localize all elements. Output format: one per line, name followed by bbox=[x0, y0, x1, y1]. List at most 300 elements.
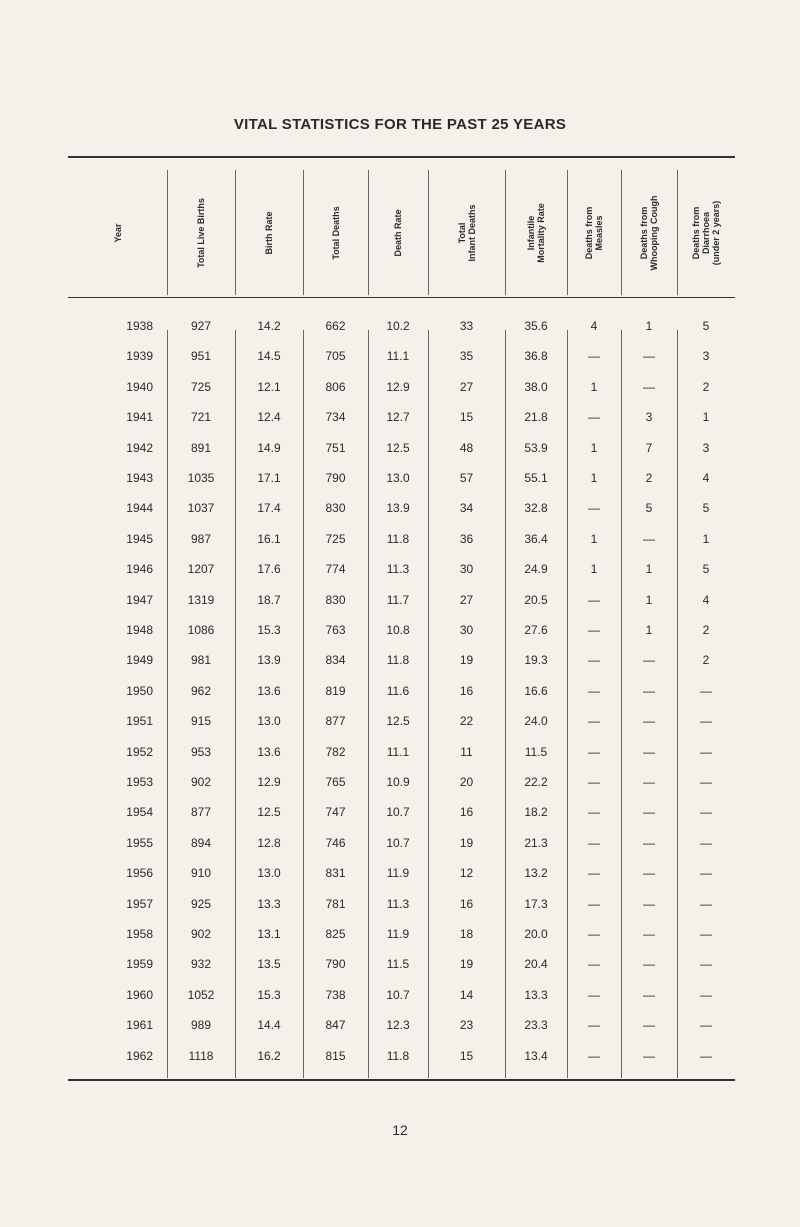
header-death-rate bbox=[368, 170, 428, 295]
cell-birth-rate: 13.5 bbox=[257, 957, 281, 972]
cell-deaths-diarrhoea: — bbox=[700, 775, 712, 789]
cell-deaths-whooping-cough: — bbox=[643, 1018, 655, 1033]
cell-year: 1943 bbox=[126, 471, 153, 485]
cell-infantile-mortality-rate: 24.9 bbox=[524, 562, 548, 577]
cell-deaths-measles: — bbox=[588, 835, 600, 850]
cell-total-deaths: 705 bbox=[325, 349, 346, 364]
table-row bbox=[0, 797, 800, 827]
cell-total-infant-deaths: 36 bbox=[459, 531, 474, 546]
cell-birth-rate: 13.1 bbox=[257, 927, 281, 941]
cell-deaths-diarrhoea: 2 bbox=[702, 379, 710, 394]
cell-total-live-births: 981 bbox=[190, 653, 212, 668]
cell-birth-rate: 12.8 bbox=[257, 835, 281, 850]
cell-year: 1938 bbox=[126, 319, 153, 333]
cell-deaths-whooping-cough: 1 bbox=[645, 319, 653, 333]
cell-deaths-diarrhoea: 5 bbox=[702, 319, 710, 333]
cell-deaths-diarrhoea: 1 bbox=[702, 410, 710, 425]
table-row bbox=[0, 493, 800, 523]
table-row bbox=[0, 645, 800, 675]
cell-death-rate: 10.7 bbox=[386, 805, 410, 820]
cell-birth-rate: 14.9 bbox=[257, 440, 281, 455]
table-row bbox=[0, 372, 800, 402]
cell-deaths-measles: — bbox=[588, 866, 600, 881]
cell-deaths-measles: — bbox=[588, 805, 600, 820]
table-row bbox=[0, 828, 800, 858]
cell-death-rate: 11.8 bbox=[386, 1048, 410, 1063]
cell-deaths-whooping-cough: 1 bbox=[645, 562, 653, 577]
cell-infantile-mortality-rate: 20.0 bbox=[524, 927, 548, 941]
cell-death-rate: 11.8 bbox=[386, 653, 410, 668]
cell-total-deaths: 806 bbox=[325, 379, 346, 394]
cell-deaths-whooping-cough: — bbox=[643, 957, 655, 972]
header-birth-rate bbox=[235, 170, 303, 295]
cell-deaths-measles: — bbox=[588, 744, 600, 759]
cell-total-live-births: 1207 bbox=[187, 562, 215, 577]
cell-infantile-mortality-rate: 35.6 bbox=[524, 319, 548, 333]
cell-death-rate: 11.9 bbox=[386, 866, 410, 881]
cell-total-deaths: 662 bbox=[325, 319, 346, 333]
table-row bbox=[0, 615, 800, 645]
table-top-rule bbox=[68, 156, 735, 158]
table-row bbox=[0, 524, 800, 554]
cell-birth-rate: 12.9 bbox=[257, 775, 281, 789]
cell-deaths-diarrhoea: 3 bbox=[702, 440, 710, 455]
cell-total-live-births: 932 bbox=[190, 957, 212, 972]
cell-total-live-births: 962 bbox=[190, 683, 212, 698]
cell-deaths-whooping-cough: — bbox=[643, 379, 655, 394]
cell-total-infant-deaths: 27 bbox=[459, 379, 474, 394]
cell-year: 1953 bbox=[126, 775, 153, 789]
table-row bbox=[0, 889, 800, 919]
cell-death-rate: 12.7 bbox=[386, 410, 410, 425]
cell-year: 1939 bbox=[126, 349, 153, 364]
header-label: Death Rate bbox=[393, 208, 403, 257]
cell-year: 1944 bbox=[126, 501, 153, 516]
header-divider bbox=[167, 170, 168, 295]
cell-total-deaths: 834 bbox=[325, 653, 346, 668]
header-divider bbox=[677, 170, 678, 295]
cell-deaths-diarrhoea: 5 bbox=[702, 501, 710, 516]
cell-deaths-measles: 1 bbox=[590, 379, 598, 394]
table-row bbox=[0, 463, 800, 493]
cell-deaths-measles: — bbox=[588, 653, 600, 668]
cell-total-live-births: 987 bbox=[190, 531, 212, 546]
cell-birth-rate: 16.2 bbox=[257, 1048, 281, 1063]
cell-total-infant-deaths: 12 bbox=[459, 866, 474, 881]
cell-total-live-births: 891 bbox=[190, 440, 212, 455]
cell-deaths-measles: — bbox=[588, 1018, 600, 1033]
cell-deaths-diarrhoea: — bbox=[700, 1018, 712, 1033]
cell-deaths-diarrhoea: — bbox=[700, 744, 712, 759]
cell-total-infant-deaths: 33 bbox=[459, 319, 474, 333]
cell-birth-rate: 13.3 bbox=[257, 896, 281, 911]
header-total-infant-deaths bbox=[428, 170, 505, 295]
cell-deaths-whooping-cough: — bbox=[643, 744, 655, 759]
cell-total-deaths: 746 bbox=[325, 835, 346, 850]
cell-total-deaths: 830 bbox=[325, 592, 346, 607]
cell-total-infant-deaths: 20 bbox=[459, 775, 474, 789]
cell-total-live-births: 1118 bbox=[188, 1048, 214, 1063]
cell-deaths-whooping-cough: — bbox=[643, 714, 655, 729]
cell-total-deaths: 734 bbox=[325, 410, 346, 425]
cell-year: 1949 bbox=[126, 653, 153, 668]
header-divider bbox=[621, 170, 622, 295]
cell-year: 1962 bbox=[126, 1048, 153, 1063]
cell-deaths-whooping-cough: — bbox=[643, 896, 655, 911]
cell-total-live-births: 953 bbox=[190, 744, 212, 759]
header-label: Infantile Mortality Rate bbox=[526, 202, 546, 263]
cell-deaths-measles: — bbox=[588, 714, 600, 729]
cell-infantile-mortality-rate: 17.3 bbox=[524, 896, 548, 911]
cell-total-deaths: 781 bbox=[325, 896, 346, 911]
cell-year: 1948 bbox=[126, 623, 153, 637]
cell-deaths-diarrhoea: 2 bbox=[702, 623, 710, 637]
cell-total-live-births: 721 bbox=[190, 410, 212, 425]
header-label: Deaths from Diarrhoea (under 2 years) bbox=[691, 200, 721, 265]
cell-deaths-whooping-cough: 1 bbox=[645, 592, 653, 607]
cell-total-deaths: 747 bbox=[325, 805, 346, 820]
cell-total-infant-deaths: 30 bbox=[459, 562, 474, 577]
cell-deaths-measles: — bbox=[588, 623, 600, 637]
cell-total-live-births: 877 bbox=[190, 805, 212, 820]
cell-deaths-whooping-cough: 2 bbox=[645, 471, 653, 485]
table-row bbox=[0, 554, 800, 584]
cell-infantile-mortality-rate: 13.2 bbox=[524, 866, 548, 881]
cell-year: 1954 bbox=[126, 805, 153, 820]
cell-infantile-mortality-rate: 20.4 bbox=[524, 957, 548, 972]
header-total-live-births bbox=[167, 170, 235, 295]
table-bottom-rule bbox=[68, 1079, 735, 1081]
cell-infantile-mortality-rate: 36.8 bbox=[524, 349, 548, 364]
table-row bbox=[0, 767, 800, 797]
cell-total-infant-deaths: 14 bbox=[459, 987, 474, 1002]
cell-infantile-mortality-rate: 13.4 bbox=[524, 1048, 548, 1063]
cell-birth-rate: 13.0 bbox=[257, 714, 281, 729]
header-label: Deaths from Whooping Cough bbox=[639, 195, 659, 270]
cell-total-infant-deaths: 16 bbox=[459, 896, 474, 911]
table-header-row bbox=[0, 170, 800, 295]
cell-deaths-measles: — bbox=[588, 896, 600, 911]
cell-death-rate: 12.5 bbox=[386, 714, 410, 729]
cell-deaths-diarrhoea: — bbox=[700, 714, 712, 729]
cell-deaths-measles: 1 bbox=[590, 562, 598, 577]
cell-death-rate: 11.3 bbox=[386, 896, 410, 911]
cell-death-rate: 10.7 bbox=[386, 987, 410, 1002]
cell-birth-rate: 16.1 bbox=[257, 531, 281, 546]
cell-death-rate: 11.9 bbox=[386, 927, 410, 941]
cell-infantile-mortality-rate: 55.1 bbox=[524, 471, 548, 485]
cell-infantile-mortality-rate: 19.3 bbox=[524, 653, 548, 668]
cell-birth-rate: 14.4 bbox=[257, 1018, 281, 1033]
cell-total-infant-deaths: 34 bbox=[459, 501, 474, 516]
cell-birth-rate: 17.4 bbox=[257, 501, 281, 516]
cell-total-live-births: 951 bbox=[190, 349, 212, 364]
cell-deaths-whooping-cough: 1 bbox=[645, 623, 653, 637]
table-row bbox=[0, 919, 800, 949]
cell-deaths-whooping-cough: 5 bbox=[645, 501, 653, 516]
cell-year: 1955 bbox=[126, 835, 153, 850]
cell-deaths-diarrhoea: 4 bbox=[702, 471, 710, 485]
cell-deaths-diarrhoea: — bbox=[700, 805, 712, 820]
cell-total-infant-deaths: 48 bbox=[459, 440, 474, 455]
cell-total-live-births: 894 bbox=[190, 835, 212, 850]
cell-deaths-whooping-cough: — bbox=[643, 866, 655, 881]
cell-deaths-whooping-cough: — bbox=[643, 349, 655, 364]
header-label: Total Deaths bbox=[330, 205, 341, 260]
cell-year: 1947 bbox=[126, 592, 153, 607]
cell-deaths-diarrhoea: 3 bbox=[702, 349, 710, 364]
table-row bbox=[0, 737, 800, 767]
cell-deaths-whooping-cough: — bbox=[643, 805, 655, 820]
cell-death-rate: 13.0 bbox=[386, 471, 410, 485]
cell-total-deaths: 830 bbox=[325, 501, 346, 516]
header-deaths-diarrhoea bbox=[677, 170, 735, 295]
table-row bbox=[0, 585, 800, 615]
header-divider bbox=[567, 170, 568, 295]
cell-deaths-measles: — bbox=[588, 683, 600, 698]
cell-total-infant-deaths: 15 bbox=[459, 410, 474, 425]
cell-infantile-mortality-rate: 32.8 bbox=[524, 501, 548, 516]
cell-total-live-births: 989 bbox=[190, 1018, 212, 1033]
cell-year: 1957 bbox=[126, 896, 153, 911]
cell-total-infant-deaths: 57 bbox=[459, 471, 474, 485]
header-label: Total Infant Deaths bbox=[456, 203, 477, 262]
cell-year: 1950 bbox=[126, 683, 153, 698]
cell-year: 1942 bbox=[126, 440, 153, 455]
cell-total-deaths: 831 bbox=[325, 866, 346, 881]
cell-death-rate: 12.5 bbox=[386, 440, 410, 455]
cell-deaths-measles: — bbox=[588, 592, 600, 607]
cell-total-infant-deaths: 19 bbox=[459, 653, 474, 668]
cell-death-rate: 10.2 bbox=[386, 319, 410, 333]
cell-death-rate: 13.9 bbox=[386, 501, 410, 516]
cell-year: 1940 bbox=[126, 379, 153, 394]
cell-total-deaths: 790 bbox=[325, 957, 346, 972]
cell-deaths-diarrhoea: — bbox=[700, 896, 712, 911]
cell-total-live-births: 910 bbox=[190, 866, 212, 881]
cell-birth-rate: 12.5 bbox=[257, 805, 281, 820]
header-label: Total Live Births bbox=[196, 197, 206, 268]
cell-total-live-births: 725 bbox=[190, 379, 212, 394]
cell-death-rate: 11.3 bbox=[386, 562, 410, 577]
table-row bbox=[0, 1041, 800, 1071]
cell-total-live-births: 925 bbox=[190, 896, 212, 911]
cell-deaths-diarrhoea: 5 bbox=[702, 562, 710, 577]
cell-birth-rate: 13.0 bbox=[257, 866, 281, 881]
cell-total-infant-deaths: 22 bbox=[459, 714, 474, 729]
header-divider bbox=[368, 170, 369, 295]
cell-year: 1952 bbox=[126, 744, 153, 759]
cell-infantile-mortality-rate: 36.4 bbox=[524, 531, 548, 546]
cell-year: 1959 bbox=[126, 957, 153, 972]
table-row bbox=[0, 980, 800, 1010]
cell-total-infant-deaths: 27 bbox=[459, 592, 474, 607]
table-row bbox=[0, 402, 800, 432]
cell-deaths-measles: — bbox=[588, 349, 600, 364]
header-year bbox=[68, 170, 167, 295]
cell-deaths-measles: 4 bbox=[590, 319, 598, 333]
cell-birth-rate: 14.2 bbox=[257, 319, 281, 333]
cell-death-rate: 11.8 bbox=[386, 531, 410, 546]
header-deaths-whooping-cough bbox=[621, 170, 677, 295]
cell-year: 1956 bbox=[126, 866, 153, 881]
cell-year: 1946 bbox=[126, 562, 153, 577]
cell-deaths-measles: — bbox=[588, 927, 600, 941]
cell-total-deaths: 738 bbox=[325, 987, 346, 1002]
cell-deaths-whooping-cough: — bbox=[643, 927, 655, 941]
cell-total-infant-deaths: 16 bbox=[459, 805, 474, 820]
page-title: VITAL STATISTICS FOR THE PAST 25 YEARS bbox=[233, 116, 567, 133]
page-number: 12 bbox=[392, 1122, 408, 1138]
cell-total-live-births: 1052 bbox=[187, 987, 215, 1002]
cell-deaths-diarrhoea: — bbox=[700, 866, 712, 881]
cell-deaths-measles: 1 bbox=[590, 531, 598, 546]
table-row bbox=[0, 858, 800, 888]
cell-total-deaths: 763 bbox=[325, 623, 346, 637]
cell-total-deaths: 847 bbox=[325, 1018, 346, 1033]
cell-total-live-births: 1035 bbox=[187, 471, 215, 485]
cell-death-rate: 12.9 bbox=[386, 379, 410, 394]
cell-deaths-diarrhoea: — bbox=[700, 1048, 712, 1063]
cell-total-deaths: 782 bbox=[325, 744, 346, 759]
cell-death-rate: 11.1 bbox=[386, 349, 410, 364]
header-label: Deaths from Measles bbox=[584, 206, 604, 259]
header-divider bbox=[428, 170, 429, 295]
table-row bbox=[0, 341, 800, 371]
header-label: Birth Rate bbox=[264, 210, 274, 255]
cell-total-deaths: 825 bbox=[325, 927, 346, 941]
cell-total-deaths: 765 bbox=[325, 775, 346, 789]
cell-total-infant-deaths: 35 bbox=[459, 349, 474, 364]
table-row bbox=[0, 311, 800, 341]
cell-deaths-diarrhoea: — bbox=[700, 927, 712, 941]
cell-year: 1951 bbox=[126, 714, 153, 729]
cell-year: 1941 bbox=[126, 410, 153, 425]
cell-death-rate: 11.5 bbox=[386, 957, 410, 972]
cell-total-deaths: 774 bbox=[325, 562, 346, 577]
cell-total-live-births: 1086 bbox=[187, 623, 215, 637]
cell-infantile-mortality-rate: 24.0 bbox=[524, 714, 548, 729]
cell-deaths-whooping-cough: — bbox=[643, 835, 655, 850]
cell-total-infant-deaths: 19 bbox=[459, 835, 474, 850]
table-row bbox=[0, 433, 800, 463]
cell-deaths-whooping-cough: — bbox=[643, 683, 655, 698]
table-row bbox=[0, 676, 800, 706]
cell-death-rate: 10.8 bbox=[386, 623, 410, 637]
cell-deaths-diarrhoea: 2 bbox=[702, 653, 710, 668]
cell-birth-rate: 12.1 bbox=[257, 379, 281, 394]
cell-deaths-whooping-cough: — bbox=[643, 1048, 655, 1063]
cell-year: 1961 bbox=[126, 1018, 153, 1033]
cell-total-deaths: 877 bbox=[325, 714, 346, 729]
cell-death-rate: 10.9 bbox=[386, 775, 410, 789]
cell-total-live-births: 927 bbox=[190, 319, 212, 333]
cell-deaths-diarrhoea: 1 bbox=[702, 531, 710, 546]
cell-total-infant-deaths: 15 bbox=[459, 1048, 474, 1063]
cell-birth-rate: 17.6 bbox=[257, 562, 281, 577]
cell-total-live-births: 902 bbox=[190, 927, 212, 941]
cell-year: 1958 bbox=[126, 927, 153, 941]
cell-total-live-births: 1037 bbox=[187, 501, 215, 516]
cell-total-deaths: 819 bbox=[325, 683, 346, 698]
cell-total-infant-deaths: 19 bbox=[459, 957, 474, 972]
cell-birth-rate: 15.3 bbox=[257, 623, 281, 637]
cell-death-rate: 12.3 bbox=[386, 1018, 410, 1033]
cell-infantile-mortality-rate: 18.2 bbox=[524, 805, 548, 820]
cell-total-infant-deaths: 30 bbox=[459, 623, 474, 637]
cell-infantile-mortality-rate: 16.6 bbox=[524, 683, 548, 698]
cell-total-live-births: 902 bbox=[190, 775, 212, 789]
header-total-deaths bbox=[303, 170, 368, 295]
cell-birth-rate: 13.6 bbox=[257, 683, 281, 698]
cell-infantile-mortality-rate: 27.6 bbox=[524, 623, 548, 637]
cell-deaths-measles: — bbox=[588, 501, 600, 516]
cell-deaths-whooping-cough: 7 bbox=[645, 440, 653, 455]
cell-infantile-mortality-rate: 23.3 bbox=[524, 1018, 548, 1033]
cell-total-deaths: 725 bbox=[325, 531, 346, 546]
cell-birth-rate: 15.3 bbox=[257, 987, 281, 1002]
cell-deaths-diarrhoea: — bbox=[700, 987, 712, 1002]
cell-total-live-births: 915 bbox=[190, 714, 212, 729]
cell-total-infant-deaths: 11 bbox=[460, 744, 473, 759]
table-header-rule bbox=[68, 297, 735, 298]
header-divider bbox=[303, 170, 304, 295]
cell-birth-rate: 18.7 bbox=[257, 592, 281, 607]
header-deaths-measles bbox=[567, 170, 621, 295]
header-infantile-mortality-rate bbox=[505, 170, 567, 295]
cell-deaths-measles: — bbox=[588, 1048, 600, 1063]
cell-birth-rate: 14.5 bbox=[257, 349, 281, 364]
cell-deaths-diarrhoea: — bbox=[700, 683, 712, 698]
table-row bbox=[0, 949, 800, 979]
cell-total-deaths: 751 bbox=[325, 440, 346, 455]
cell-deaths-measles: 1 bbox=[590, 471, 598, 485]
cell-deaths-diarrhoea: — bbox=[700, 957, 712, 972]
cell-total-infant-deaths: 18 bbox=[459, 927, 474, 941]
cell-death-rate: 11.1 bbox=[386, 744, 410, 759]
cell-birth-rate: 13.9 bbox=[257, 653, 281, 668]
cell-infantile-mortality-rate: 22.2 bbox=[524, 775, 548, 789]
cell-year: 1945 bbox=[126, 531, 153, 546]
table-row bbox=[0, 1010, 800, 1040]
cell-total-infant-deaths: 23 bbox=[459, 1018, 474, 1033]
cell-deaths-whooping-cough: — bbox=[643, 775, 655, 789]
table-row bbox=[0, 706, 800, 736]
cell-infantile-mortality-rate: 38.0 bbox=[524, 379, 548, 394]
cell-year: 1960 bbox=[126, 987, 153, 1002]
cell-deaths-whooping-cough: 3 bbox=[645, 410, 653, 425]
cell-total-deaths: 815 bbox=[325, 1048, 346, 1063]
cell-birth-rate: 17.1 bbox=[257, 471, 281, 485]
cell-deaths-measles: — bbox=[588, 957, 600, 972]
cell-infantile-mortality-rate: 21.8 bbox=[524, 410, 548, 425]
cell-total-infant-deaths: 16 bbox=[459, 683, 474, 698]
cell-death-rate: 10.7 bbox=[386, 835, 410, 850]
cell-deaths-diarrhoea: 4 bbox=[702, 592, 710, 607]
cell-birth-rate: 12.4 bbox=[257, 410, 281, 425]
cell-infantile-mortality-rate: 13.3 bbox=[524, 987, 548, 1002]
cell-deaths-measles: — bbox=[588, 775, 600, 789]
cell-birth-rate: 13.6 bbox=[257, 744, 281, 759]
cell-deaths-whooping-cough: — bbox=[643, 653, 655, 668]
cell-deaths-measles: 1 bbox=[590, 440, 598, 455]
cell-infantile-mortality-rate: 20.5 bbox=[524, 592, 548, 607]
header-divider bbox=[505, 170, 506, 295]
cell-deaths-whooping-cough: — bbox=[643, 987, 655, 1002]
header-label: Year bbox=[112, 222, 123, 243]
cell-deaths-diarrhoea: — bbox=[700, 835, 712, 850]
cell-deaths-measles: — bbox=[588, 987, 600, 1002]
